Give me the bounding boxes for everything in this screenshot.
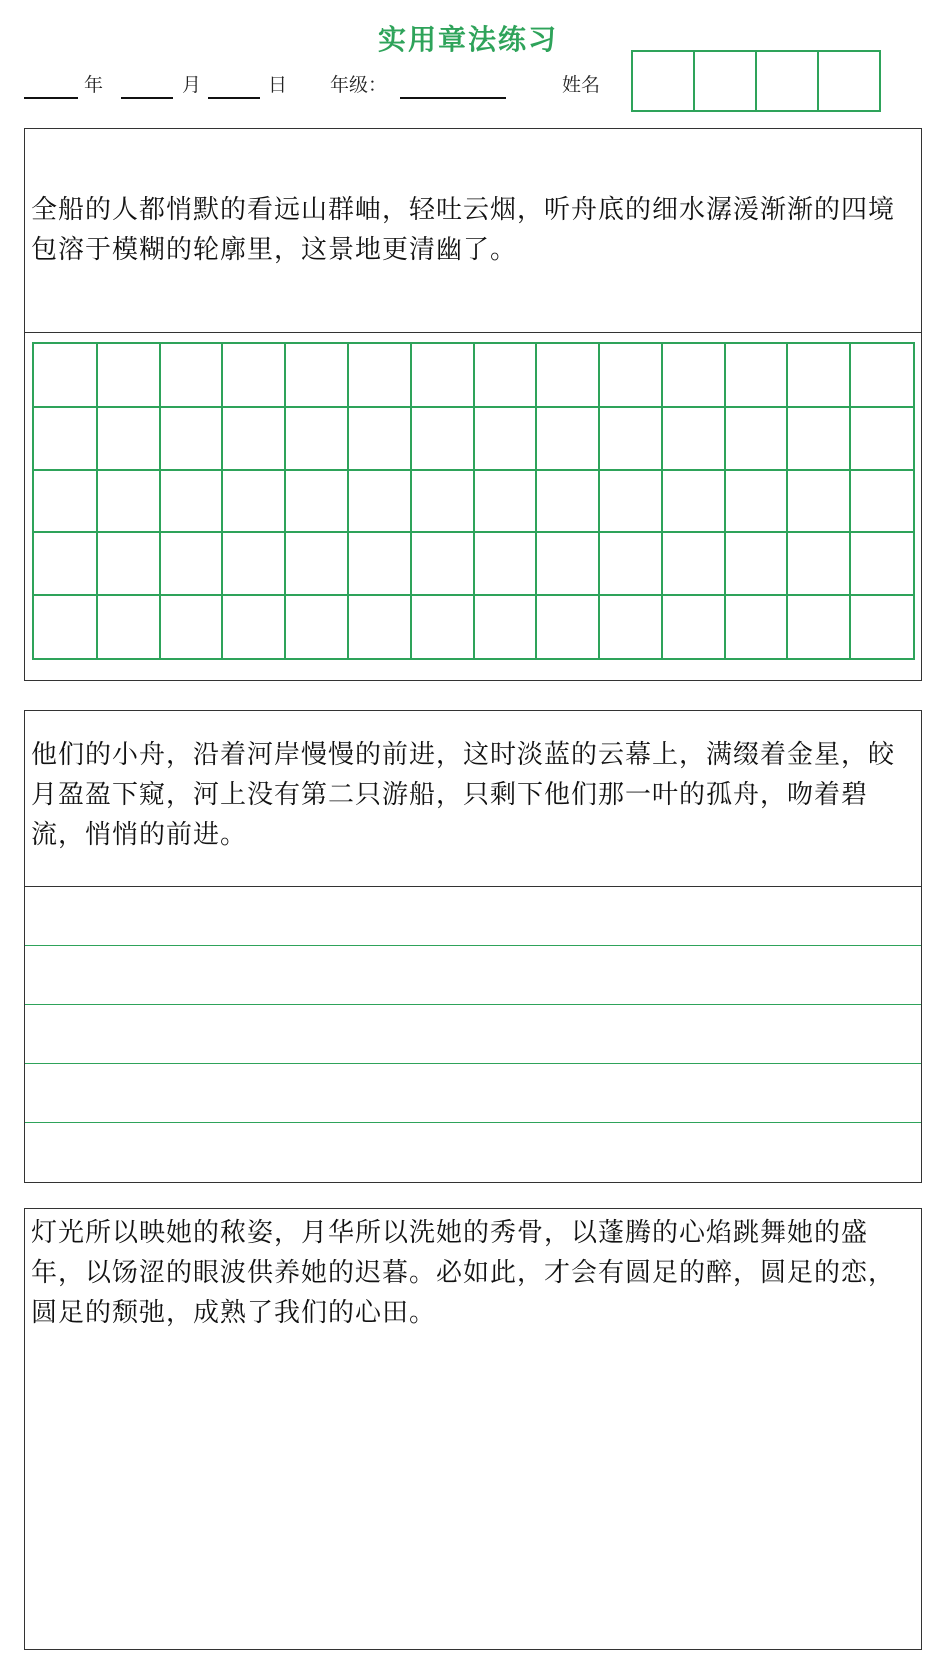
section-divider [25,332,921,333]
name-box-cell[interactable] [819,52,879,110]
grade-label: 年级： [330,74,388,96]
practice-section-2 [24,710,922,1183]
character-grid[interactable] [32,342,915,660]
grade-blank[interactable] [400,97,506,99]
name-box-cell[interactable] [633,52,695,110]
passage-text: 全船的人都悄默的看远山群岫，轻吐云烟，听舟底的细水潺湲渐渐的四境包溶于模糊的轮廓里，这景地更清幽了。 [31,195,896,265]
day-label: 日 [268,74,288,96]
grid-column-line [724,344,726,658]
page-title: 实用章法练习 [377,23,558,56]
name-label: 姓名 [562,74,601,96]
grid-column-line [598,344,600,658]
grid-row-line [34,531,913,533]
name-boxes[interactable] [631,50,881,112]
grid-column-line [96,344,98,658]
grid-column-line [849,344,851,658]
grid-row-line [34,469,913,471]
grid-column-line [284,344,286,658]
grid-column-line [410,344,412,658]
practice-section-1 [24,128,922,681]
grid-column-line [221,344,223,658]
name-box-cell[interactable] [757,52,819,110]
grid-row-line [34,594,913,596]
grid-column-line [786,344,788,658]
day-blank[interactable] [208,97,260,99]
month-label: 月 [182,74,202,96]
year-blank[interactable] [24,97,78,99]
grid-column-line [535,344,537,658]
section-divider [25,886,921,887]
month-blank[interactable] [121,97,173,99]
name-box-cell[interactable] [695,52,757,110]
grid-column-line [159,344,161,658]
writing-line[interactable] [25,1122,921,1123]
year-label: 年 [84,74,104,96]
writing-area[interactable] [25,1349,921,1649]
grid-column-line [661,344,663,658]
passage-text: 灯光所以映她的秾姿，月华所以洗她的秀骨，以蓬腾的心焰跳舞她的盛年，以饧涩的眼波供养她的迟暮。必如此，才会有圆足的醉，圆足的恋，圆足的颓弛，成熟了我们的心田。 [31,1218,896,1328]
writing-line[interactable] [25,1063,921,1064]
passage-text: 他们的小舟，沿着河岸慢慢的前进，这时淡蓝的云幕上，满缀着金星，皎月盈盈下窥，河上没有第二只游船，只剩下他们那一叶的孤舟，吻着碧流，悄悄的前进。 [31,740,896,850]
writing-line[interactable] [25,945,921,946]
grid-column-line [473,344,475,658]
grid-row-line [34,406,913,408]
practice-section-3 [24,1208,922,1650]
writing-line[interactable] [25,1004,921,1005]
grid-column-line [347,344,349,658]
